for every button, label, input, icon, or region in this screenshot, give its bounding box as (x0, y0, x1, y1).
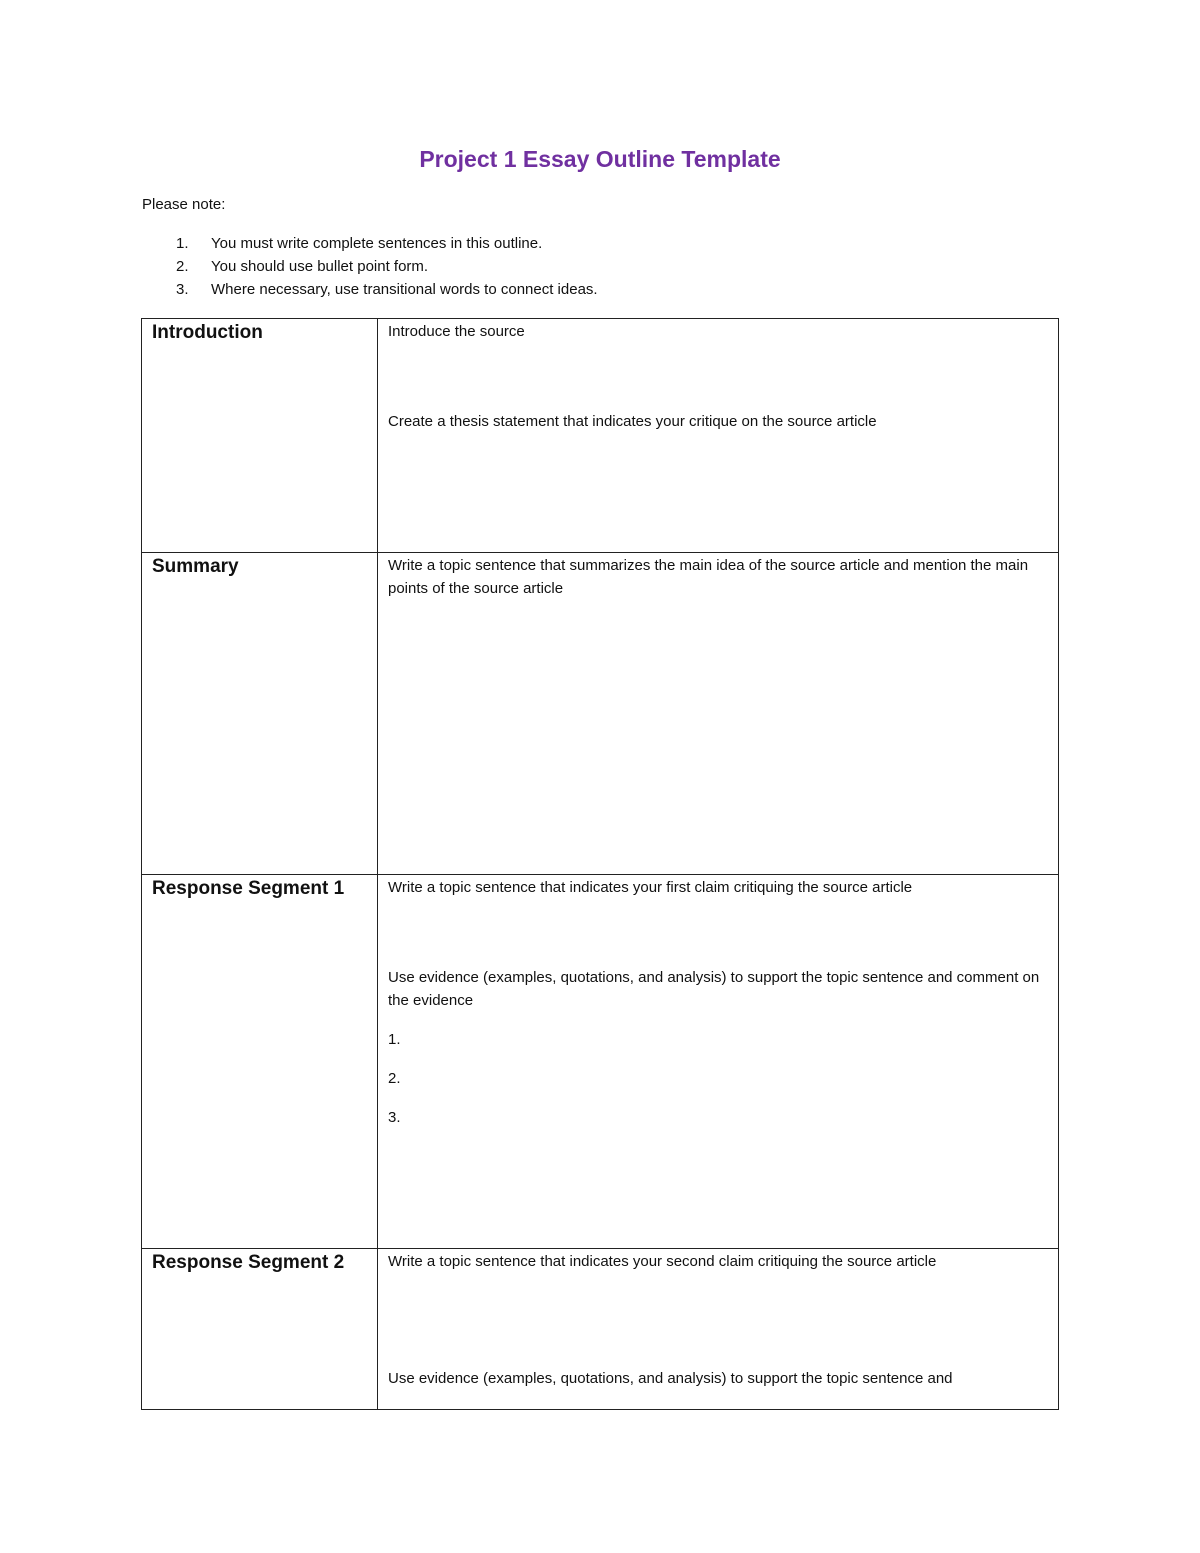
response-1-item-2: 2. (388, 1070, 401, 1087)
note-number: 3. (176, 281, 189, 298)
response-2-topic-prompt: Write a topic sentence that indicates your second claim critiquing the source article (388, 1253, 937, 1270)
introduction-row (142, 319, 1059, 553)
response-segment-2-label: Response Segment 2 (152, 1252, 345, 1273)
response-segment-1-label: Response Segment 1 (152, 878, 345, 899)
summary-label-cell (142, 553, 378, 875)
note-item (142, 279, 598, 302)
introduction-prompt-thesis: Create a thesis statement that indicates your critique on the source article (388, 413, 877, 430)
introduction-label: Introduction (152, 322, 263, 343)
response-segment-1-content-cell[interactable] (378, 875, 1059, 1249)
summary-prompt: Write a topic sentence that summarizes the main idea of the source article and mention the main points of the source article (388, 557, 1029, 597)
notes-list (142, 233, 598, 302)
summary-content-cell[interactable] (378, 553, 1059, 875)
introduction-content-cell[interactable] (378, 319, 1059, 553)
note-label: Please note: (142, 196, 226, 213)
response-2-evidence-prompt: Use evidence (examples, quotations, and analysis) to support the topic sentence and (388, 1370, 953, 1387)
response-1-item-3: 3. (388, 1109, 401, 1126)
summary-row (142, 553, 1059, 875)
note-text: You must write complete sentences in this outline. (211, 235, 543, 252)
response-segment-2-label-cell (142, 1249, 378, 1410)
note-number: 1. (176, 235, 189, 252)
response-segment-2-content-cell[interactable] (378, 1249, 1059, 1410)
introduction-label-cell (142, 319, 378, 553)
response-segment-1-row (142, 875, 1059, 1249)
note-text: Where necessary, use transitional words to connect ideas. (211, 281, 598, 298)
note-item (142, 256, 598, 279)
outline-table (141, 318, 1059, 1410)
note-number: 2. (176, 258, 189, 275)
response-1-topic-prompt: Write a topic sentence that indicates your first claim critiquing the source article (388, 879, 913, 896)
response-segment-2-row (142, 1249, 1059, 1410)
introduction-prompt-source: Introduce the source (388, 323, 525, 340)
response-1-item-1: 1. (388, 1031, 401, 1048)
response-1-evidence-prompt: Use evidence (examples, quotations, and analysis) to support the topic sentence and comment on the evidence (388, 969, 1040, 1009)
note-text: You should use bullet point form. (211, 258, 429, 275)
response-segment-1-label-cell (142, 875, 378, 1249)
summary-label: Summary (152, 556, 239, 577)
note-item (142, 233, 598, 256)
document-title: Project 1 Essay Outline Template (419, 146, 781, 172)
